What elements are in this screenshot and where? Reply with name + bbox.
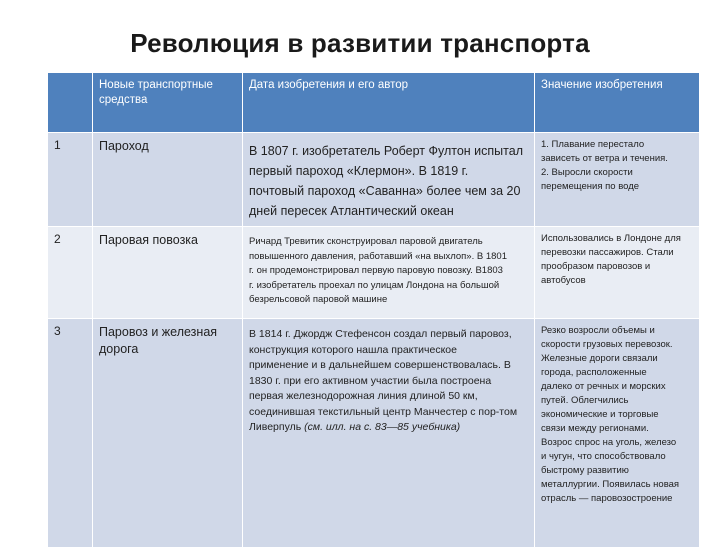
text-line: 1. Плавание перестало (541, 139, 645, 150)
text-line: перемещения по воде (541, 181, 640, 192)
text-line: прообразом паровозов и (541, 261, 651, 272)
text-line: В 1807 г. изобретатель Роберт Фултон испытал (249, 144, 523, 158)
significance-cell (535, 319, 700, 548)
textbook-reference: (см. илл. на с. 83—85 учебника) (304, 421, 461, 433)
text-line: связи между регионами. (541, 423, 649, 434)
text-line: Ричард Тревитик сконструировал паровой двигатель (249, 236, 483, 247)
date-author-cell (243, 133, 535, 227)
text-line: города, расположенные (541, 367, 647, 378)
text-line: зависеть от ветра и течения. (541, 153, 668, 164)
text-line: первый пароход «Клермон». В 1819 г. (249, 164, 469, 178)
row-number: 3 (48, 319, 93, 548)
text-line: Паровоз и железная (99, 325, 218, 339)
text-line: применение и в дальнейшем совершенствовалась. В (249, 359, 511, 371)
text-plain: Ливерпуль (249, 421, 305, 433)
table-row (48, 319, 700, 548)
significance-cell (535, 133, 700, 227)
date-author-cell (243, 227, 535, 319)
text-line: далеко от речных и морских (541, 381, 666, 392)
text-line: повышенного давления, работавший «на выхлоп». В 1801 (249, 250, 507, 262)
text-line: и чугун, что способствовало (541, 451, 666, 462)
text-line: перевозки пассажиров. Стали (541, 247, 674, 258)
text-line: соединившая текстильный центр Манчестер с пор-том (249, 405, 518, 418)
text-line: конструкция которого нашла практическое (249, 343, 457, 356)
text-line: дорога (99, 342, 139, 356)
text-line: почтовый пароход «Саванна» более чем за 20 (249, 184, 521, 198)
table-row (48, 227, 700, 319)
row-number: 2 (48, 227, 93, 319)
text-line: безрельсовой паровой машине (249, 294, 388, 305)
transport-table (47, 72, 700, 548)
text-line: Использовались в Лондоне для (541, 233, 681, 244)
text-line: автобусов (541, 275, 586, 286)
text-line: г. изобретатель проехал по улицам Лондона на большой (249, 279, 500, 291)
text-line: быстрому развитию (541, 465, 629, 476)
text-line: отрасль — паровозостроение (541, 493, 673, 504)
text-line (249, 420, 528, 436)
text-line: экономические и торговые (541, 409, 659, 420)
text-line: первая железнодорожная линия длиной 50 км, (249, 390, 478, 402)
text-line: металлургии. Появилась новая (541, 479, 680, 490)
header-date-author: Дата изобретения и его автор (243, 73, 535, 133)
header-transport: Новые транспортные средства (93, 73, 243, 133)
significance-cell (535, 227, 700, 319)
text-line: 1830 г. при его активном участии была построена (249, 374, 492, 387)
text-line: В 1814 г. Джордж Стефенсон создал первый паровоз, (249, 328, 512, 340)
table-header-row (48, 73, 700, 133)
text-line: г. он продемонстрировал первую паровую повозку. В1803 (249, 265, 503, 276)
table-row (48, 133, 700, 227)
page-title: Революция в развитии транспорта (130, 28, 590, 58)
text-line: скорости грузовых перевозок. (541, 339, 673, 350)
text-line: Возрос спрос на уголь, железо (541, 437, 677, 448)
transport-name: Паровая повозка (93, 227, 243, 319)
transport-name (93, 319, 243, 548)
date-author-cell (243, 319, 535, 548)
header-number (48, 73, 93, 133)
text-line: путей. Облегчились (541, 395, 629, 406)
text-line: дней пересек Атлантический океан (249, 204, 454, 218)
text-line: Железные дороги связали (541, 353, 658, 364)
text-line: 2. Выросли скорости (541, 167, 633, 178)
transport-name: Пароход (93, 133, 243, 227)
row-number: 1 (48, 133, 93, 227)
header-significance: Значение изобретения (535, 73, 700, 133)
text-line: Резко возросли объемы и (541, 325, 655, 336)
